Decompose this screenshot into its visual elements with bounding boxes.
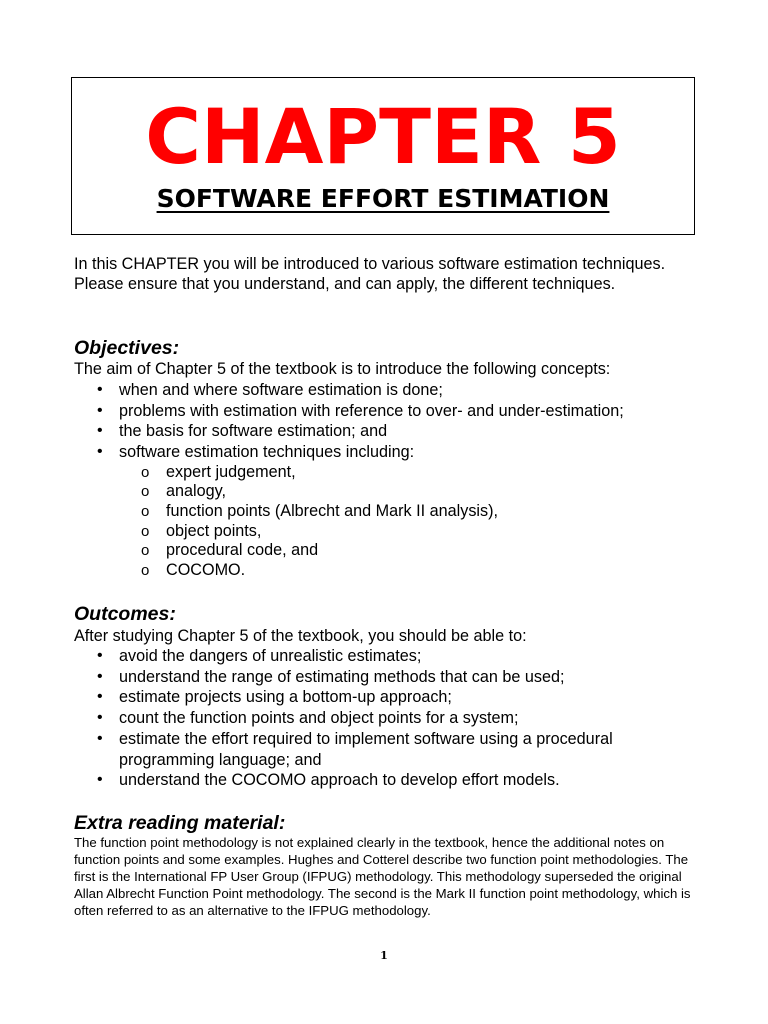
bullet-icon: • xyxy=(97,729,103,747)
bullet-icon: • xyxy=(97,422,103,440)
bullet-icon: • xyxy=(97,647,103,664)
outcomes-list xyxy=(74,646,694,791)
circle-bullet-icon: o xyxy=(141,561,150,579)
sublist-item: o object points, xyxy=(141,521,262,540)
bullet-icon: • xyxy=(97,709,103,727)
circle-bullet-icon: o xyxy=(141,483,150,501)
bullet-icon: • xyxy=(97,381,103,398)
circle-bullet-icon: o xyxy=(141,463,150,481)
circle-bullet-icon: o xyxy=(141,503,150,520)
bullet-icon: • xyxy=(97,771,103,789)
extra-reading-heading: Extra reading material: xyxy=(74,812,286,834)
list-item: • estimate the effort required to implement software using a procedural programming language; and xyxy=(97,729,613,769)
objectives-list xyxy=(74,380,694,580)
outcomes-heading: Outcomes: xyxy=(74,603,176,625)
list-item: • count the function points and object points for a system; xyxy=(97,709,519,728)
list-item: • problems with estimation with reference to over- and under-estimation; xyxy=(97,401,624,420)
sublist-item: o expert judgement, xyxy=(141,462,296,481)
circle-bullet-icon: o xyxy=(141,542,150,560)
list-item: • understand the range of estimating methods that can be used; xyxy=(97,667,565,686)
bullet-icon: • xyxy=(97,667,103,685)
list-item: • avoid the dangers of unrealistic estimates; xyxy=(97,647,422,665)
intro-paragraph: In this CHAPTER you will be introduced to various software estimation techniques. Please ensure that you understand, and can apply, the different techniques. xyxy=(74,255,666,293)
list-item: • the basis for software estimation; and xyxy=(97,422,388,441)
techniques-sublist xyxy=(119,463,694,581)
chapter-title-box xyxy=(71,77,695,235)
list-item: • software estimation techniques including: o expert judgement, o analogy, o function points (Albrecht and Mark II analysis), o object points, o procedural code, and o COCOMO. xyxy=(74,442,694,580)
chapter-subtitle: SOFTWARE EFFORT ESTIMATION xyxy=(156,184,610,213)
objectives-lead: The aim of Chapter 5 of the textbook is to introduce the following concepts: xyxy=(74,360,611,378)
sublist-item: o analogy, xyxy=(141,482,226,501)
list-item: • estimate projects using a bottom-up approach; xyxy=(97,688,452,707)
circle-bullet-icon: o xyxy=(141,522,150,540)
page-number: 1 xyxy=(380,949,388,962)
bullet-icon: • xyxy=(97,443,103,461)
list-item: • when and where software estimation is done; xyxy=(97,381,443,399)
sublist-item: o procedural code, and xyxy=(141,541,319,560)
bullet-icon: • xyxy=(97,688,103,706)
chapter-title: CHAPTER 5 xyxy=(145,92,621,181)
bullet-icon: • xyxy=(97,401,103,419)
sublist-item: o function points (Albrecht and Mark II analysis), xyxy=(141,502,498,520)
extra-reading-paragraph: The function point methodology is not explained clearly in the textbook, hence the additional notes on function points and some examples. Hughes and Cotterel describe two function point methodologies. The first is the International FP User Group (IFPUG) methodology. This methodology superseded the original Allan Albrecht Function Point methodology. The second is the Mark II function point methodology, which is often referred to as an alternative to the IFPUG methodology. xyxy=(74,835,691,918)
outcomes-lead: After studying Chapter 5 of the textbook, you should be able to: xyxy=(74,627,527,645)
objectives-heading: Objectives: xyxy=(74,337,180,359)
list-item: • understand the COCOMO approach to develop effort models. xyxy=(97,771,560,790)
sublist-item: o COCOMO. xyxy=(141,560,246,579)
